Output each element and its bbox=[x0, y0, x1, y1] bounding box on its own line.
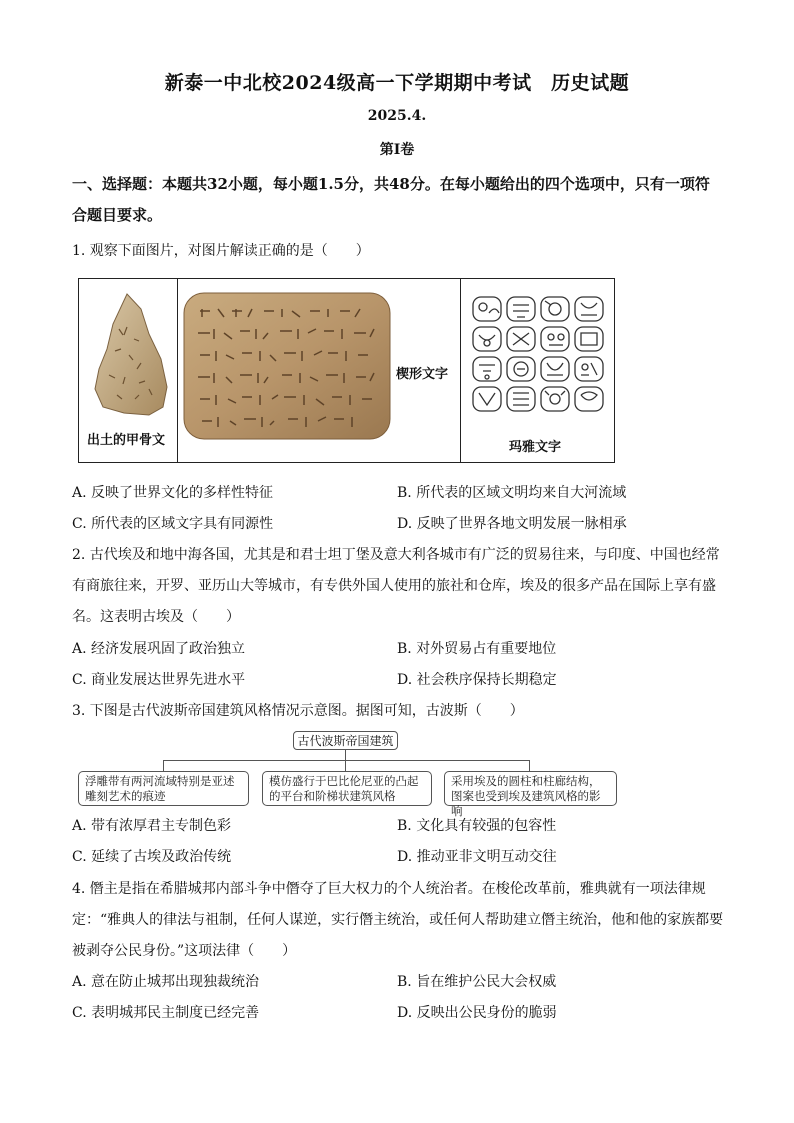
section-instructions: 一、选择题：本题共32小题，每小题1.5分，共48分。在每小题给出的四个选项中，只有一项符合题目要求。 bbox=[72, 175, 710, 224]
question-2-option-c[interactable]: C. 商业发展达世界先进水平 bbox=[72, 672, 246, 688]
diagram-child-box: 采用埃及的圆柱和柱廊结构，图案也受到埃及建筑风格的影响 bbox=[444, 771, 617, 806]
exam-date: 2025.4. bbox=[367, 108, 427, 124]
question-1-images bbox=[78, 278, 615, 463]
oracle-bone-caption: 出土的甲骨文 bbox=[87, 433, 166, 448]
oracle-bone-cell bbox=[79, 279, 178, 462]
question-3-option-a[interactable]: A. 带有浓厚君主专制色彩 bbox=[72, 818, 232, 834]
question-2-option-a[interactable]: A. 经济发展巩固了政治独立 bbox=[72, 641, 246, 657]
question-3-option-d[interactable]: D. 推动亚非文明互动交往 bbox=[397, 849, 557, 865]
question-3-stem: 3. 下图是古代波斯帝国建筑风格情况示意图。据图可知，古波斯（ ） bbox=[72, 703, 524, 719]
question-1-option-b[interactable]: B. 所代表的区域文明均来自大河流域 bbox=[397, 485, 627, 501]
diagram-child-box: 浮雕带有两河流域特别是亚述雕刻艺术的痕迹 bbox=[78, 771, 249, 806]
question-1-stem: 1. 观察下面图片，对图片解读正确的是（ ） bbox=[72, 243, 370, 259]
question-2-option-d[interactable]: D. 社会秩序保持长期稳定 bbox=[397, 672, 557, 688]
question-1-option-a[interactable]: A. 反映了世界文化的多样性特征 bbox=[72, 485, 274, 501]
question-4-option-d[interactable]: D. 反映出公民身份的脆弱 bbox=[397, 1005, 557, 1021]
diagram-root-box: 古代波斯帝国建筑 bbox=[293, 731, 398, 750]
question-4-stem: 4. 僭主是指在希腊城邦内部斗争中僭夺了巨大权力的个人统治者。在梭伦改革前，雅典就有一项法律规定：“雅典人的律法与祖制，任何人谋逆，实行僭主统治，或任何人帮助建立僭主统治，他和他的家族都要被剥夺公民身份。”这项法律（ ） bbox=[72, 881, 724, 959]
exam-title: 新泰一中北校2024级高一下学期期中考试 历史试题 bbox=[164, 72, 630, 94]
diagram-child-box: 模仿盛行于巴比伦尼亚的凸起的平台和阶梯状建筑风格 bbox=[262, 771, 432, 806]
diagram-connector bbox=[345, 760, 346, 771]
question-3-option-b[interactable]: B. 文化具有较强的包容性 bbox=[397, 818, 557, 834]
diagram-connector bbox=[529, 760, 530, 771]
question-2-stem: 2. 古代埃及和地中海各国，尤其是和君士坦丁堡及意大利各城市有广泛的贸易往来，与印度、中国也经常有商旅往来，开罗、亚历山大等城市，有专供外国人使用的旅社和仓库，埃及的很多产品在国际上享有盛名。这表明古埃及（ ） bbox=[72, 547, 720, 625]
question-1-option-c[interactable]: C. 所代表的区域文字具有同源性 bbox=[72, 516, 274, 532]
question-1-option-d[interactable]: D. 反映了世界各地文明发展一脉相承 bbox=[397, 516, 627, 532]
question-4-option-a[interactable]: A. 意在防止城邦出现独裁统治 bbox=[72, 974, 260, 990]
question-3-option-c[interactable]: C. 延续了古埃及政治传统 bbox=[72, 849, 232, 865]
diagram-connector bbox=[345, 750, 346, 760]
diagram-connector bbox=[163, 760, 529, 761]
question-4-option-b[interactable]: B. 旨在维护公民大会权威 bbox=[397, 974, 557, 990]
volume-label: 第Ⅰ卷 bbox=[379, 142, 415, 158]
cuneiform-caption: 楔形文字 bbox=[396, 367, 449, 382]
diagram-connector bbox=[163, 760, 164, 771]
question-4-option-c[interactable]: C. 表明城邦民主制度已经完善 bbox=[72, 1005, 260, 1021]
question-2-option-b[interactable]: B. 对外贸易占有重要地位 bbox=[397, 641, 557, 657]
cuneiform-cell bbox=[178, 279, 461, 462]
maya-cell bbox=[461, 279, 614, 462]
maya-caption: 玛雅文字 bbox=[509, 440, 562, 455]
